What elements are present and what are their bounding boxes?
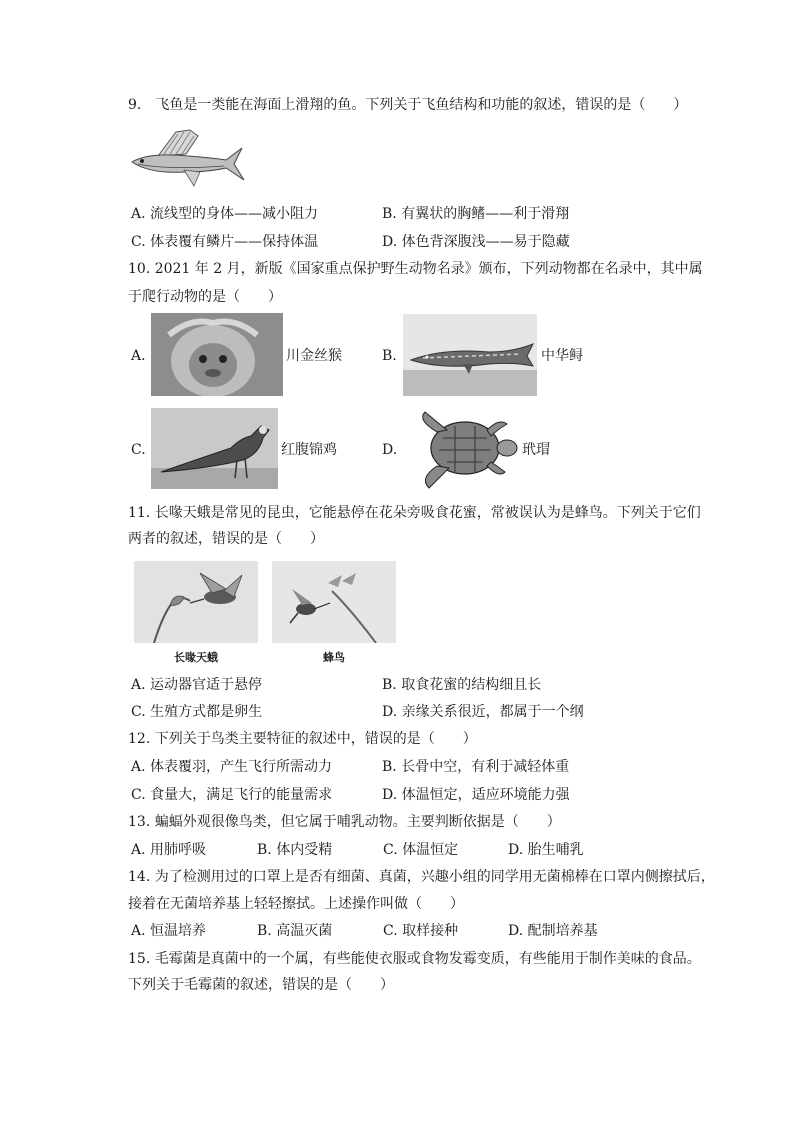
q9-option-a: A. 流线型的身体——减小阻力 — [131, 206, 319, 222]
q12-option-b: B. 长骨中空，有利于减轻体重 — [382, 759, 570, 775]
q10-choice-a-label: 川金丝猴 — [286, 348, 342, 364]
q13-option-d: D. 胎生哺乳 — [508, 842, 584, 858]
q9-option-b: B. 有翼状的胸鳍——利于滑翔 — [382, 206, 570, 222]
q15-stem-line1: 15. 毛霉菌是真菌中的一个属，有些能使衣服或食物发霉变质，有些能用于制作美味的食品。 — [128, 951, 701, 967]
q11-stem-line2: 两者的叙述，错误的是（ ） — [128, 531, 324, 547]
q11-stem-line1: 11. 长喙天蛾是常见的昆虫，它能悬停在花朵旁吸食花蜜，常被误认为是蜂鸟。下列关于它们 — [128, 505, 701, 521]
q10-choice-d-label: 玳瑁 — [522, 442, 550, 458]
q12-option-c: C. 食量大，满足飞行的能量需求 — [131, 787, 333, 803]
golden-pheasant-icon — [151, 408, 278, 489]
q14-stem-line1: 14. 为了检测用过的口罩上是否有细菌、真菌，兴趣小组的同学用无菌棉棒在口罩内侧擦拭后， — [128, 869, 715, 885]
q14-option-c: C. 取样接种 — [383, 923, 459, 939]
q10-stem-line1: 10. 2021 年 2 月，新版《国家重点保护野生动物名录》颁布，下列动物都在名录中，其中属 — [128, 261, 703, 277]
q12-option-d: D. 体温恒定，适应环境能力强 — [382, 787, 570, 803]
hawk-moth-icon — [134, 561, 258, 643]
q13-option-c: C. 体温恒定 — [383, 842, 459, 858]
q10-choice-b-label: 中华鲟 — [541, 348, 583, 364]
golden-monkey-icon — [151, 313, 283, 396]
q9-option-d: D. 体色背深腹浅——易于隐藏 — [382, 234, 570, 250]
q9-stem: 9. 飞鱼是一类能在海面上滑翔的鱼。下列关于飞鱼结构和功能的叙述，错误的是（ ） — [128, 97, 688, 113]
q11-figure-caption-moth: 长喙天蛾 — [174, 651, 218, 664]
q13-option-a: A. 用肺呼吸 — [131, 842, 207, 858]
q13-stem: 13. 蝙蝠外观很像鸟类，但它属于哺乳动物。主要判断依据是（ ） — [128, 814, 561, 830]
flying-fish-icon — [128, 126, 246, 192]
q15-stem-line2: 下列关于毛霉菌的叙述，错误的是（ ） — [128, 977, 394, 993]
q10-choice-c-letter: C. — [131, 442, 146, 458]
q10-choice-d-letter: D. — [382, 442, 398, 458]
q11-figure-caption-hummingbird: 蜂鸟 — [323, 651, 345, 664]
q14-stem-line2: 接着在无菌培养基上轻轻擦拭。上述操作叫做（ ） — [128, 896, 464, 912]
q11-option-c: C. 生殖方式都是卵生 — [131, 704, 263, 720]
q10-choice-c-label: 红腹锦鸡 — [281, 442, 337, 458]
q11-option-b: B. 取食花蜜的结构细且长 — [382, 677, 542, 693]
q14-option-d: D. 配制培养基 — [508, 923, 598, 939]
q10-choice-b-letter: B. — [382, 348, 397, 364]
q9-option-c: C. 体表覆有鳞片——保持体温 — [131, 234, 319, 250]
sturgeon-icon — [403, 314, 537, 396]
hummingbird-icon — [272, 561, 396, 643]
q11-option-d: D. 亲缘关系很近，都属于一个纲 — [382, 704, 584, 720]
q12-stem: 12. 下列关于鸟类主要特征的叙述中，错误的是（ ） — [128, 731, 477, 747]
q14-option-a: A. 恒温培养 — [131, 923, 207, 939]
q10-stem-line2: 于爬行动物的是（ ） — [128, 289, 282, 305]
sea-turtle-icon — [403, 408, 521, 490]
q11-option-a: A. 运动器官适于悬停 — [131, 677, 263, 693]
q13-option-b: B. 体内受精 — [257, 842, 333, 858]
q10-choice-a-letter: A. — [131, 348, 146, 364]
q12-option-a: A. 体表覆羽，产生飞行所需动力 — [131, 759, 333, 775]
q14-option-b: B. 高温灭菌 — [257, 923, 333, 939]
